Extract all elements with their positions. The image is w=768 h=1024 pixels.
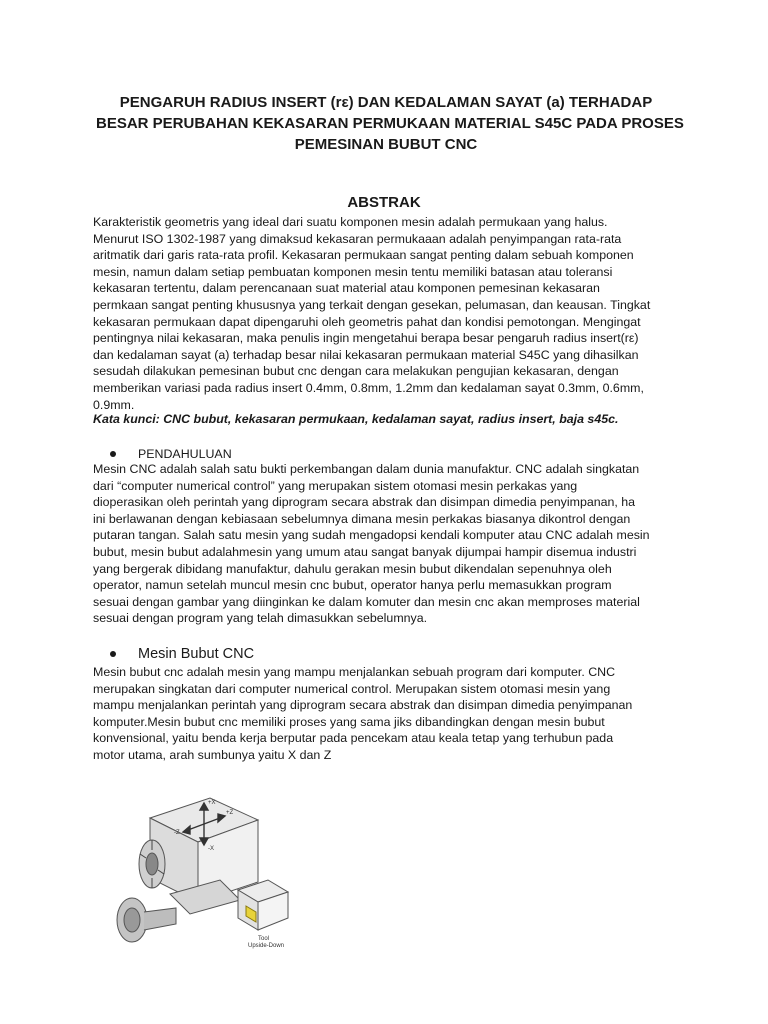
- body-line: dioperasikan oleh perintah yang diprogram secara abstrak dan disimpan dimedia penyimpanan, ha: [93, 495, 636, 510]
- body-line: sesuai dengan program yang telah dimasukkan sebelumnya.: [93, 611, 428, 626]
- body-line: bubut, mesin bubut adalahmesin yang umum atau sangat banyak dijumpai hampir disemua industri: [93, 544, 637, 559]
- motor-hub: [124, 908, 140, 932]
- body-line: Mesin bubut cnc adalah mesin yang mampu menjalankan sebuah program dari komputer. CNC: [93, 665, 616, 679]
- body-line: komputer.Mesin bubut cnc memiliki proses yang sama jiks dibandingkan dengan mesin bubut: [93, 714, 605, 729]
- section-heading-text: PENDAHULUAN: [138, 447, 232, 461]
- cnc-lathe-diagram: [110, 790, 300, 950]
- chuck-center: [146, 853, 158, 875]
- pendahuluan-body: [93, 461, 683, 627]
- title-line: BESAR PERUBAHAN KEKASARAN PERMUKAAN MATERIAL S45C PADA PROSES: [96, 115, 684, 132]
- axis-label: +X: [208, 800, 216, 806]
- paper-title: [96, 92, 684, 155]
- abstract-line: dan kedalaman sayat (a) terhadap besar nilai kekasaran permukaan material S45C yang dihasilkan: [93, 347, 639, 362]
- abstract-line: permkaan sangat penting khususnya yang terkait dengan gesekan, pelumasan, dan keausan. Tingkat: [93, 297, 651, 312]
- body-line: ini berlawanan dengan kebiasaan sebelumnya dimana mesin perkakas biasanya dikontrol dengan: [93, 511, 631, 526]
- axis-label: -X: [208, 846, 214, 852]
- body-line: konvensional, yaitu benda kerja berputar pada pencekam atau keala tetap yang terhubun pada: [93, 731, 614, 746]
- body-line: dari “computer numerical control” yang merupakan sistem otomasi mesin perkakas yang: [93, 478, 578, 493]
- abstract-line: aritmatik dari garis rata-rata profil. Kekasaran permukaan sangat penting dalam sebuah komponen: [93, 248, 634, 263]
- abstract-line: kekasaran tertentu, dalam perencanaan suat material atau komponen pemesinan kekasaran: [93, 281, 600, 296]
- abstract-line: kekasaran permukaan dapat dipengaruhi oleh geometris pahat dan kondisi pemotongan. Mengingat: [93, 314, 641, 329]
- bullet-icon: [110, 651, 116, 657]
- body-line: merupakan singkatan dari computer numerical control. Merupakan sistem otomasi mesin yang: [93, 681, 611, 696]
- abstract-heading: ABSTRAK: [347, 194, 421, 211]
- body-line: putaran tangan. Salah satu mesin yang sudah mengadopsi kendali komputer atau CNC adalah mesin: [93, 528, 650, 543]
- body-line: Mesin CNC adalah salah satu bukti perkembangan dalam dunia manufaktur. CNC adalah singkatan: [93, 462, 640, 476]
- tool-label: Tool: [258, 936, 270, 942]
- body-line: mampu menjalankan perintah yang diprogram secara abstrak dan disimpan dimedia penyimpanan: [93, 698, 633, 713]
- body-line: yang bergerak dibidang manufaktur, dahulu gerakan mesin bubut dikendalan sepenuhnya oleh: [93, 561, 612, 576]
- abstract-line: memberikan variasi pada radius insert 0.4mm, 0.8mm, 1.2mm dan kedalaman sayat 0.3mm, 0.6mm,: [93, 380, 644, 395]
- spindle-shaft: [144, 908, 176, 930]
- mesin-bubut-body: [93, 664, 683, 764]
- bullet-icon: [110, 451, 116, 457]
- section-heading-text: Mesin Bubut CNC: [138, 646, 255, 662]
- abstract-line: Karakteristik geometris yang ideal dari suatu komponen mesin adalah permukaan yang halus.: [93, 215, 608, 229]
- abstract-line: Menurut ISO 1302-1987 yang dimaksud kekasaran permukaaan adalah penyimpangan rata-rata: [93, 231, 622, 246]
- abstract-body: [93, 214, 683, 413]
- abstract-line: pentingnya nilai kekasaran, maka penulis ingin mengetahui berapa besar pengaruh radius insert(rε): [93, 331, 639, 346]
- axis-label: +Z: [226, 810, 234, 816]
- title-line: PENGARUH RADIUS INSERT (rε) DAN KEDALAMAN SAYAT (a) TERHADAP: [119, 94, 653, 111]
- abstract-line: 0.9mm.: [93, 397, 135, 412]
- section-heading-pendahuluan: [110, 447, 232, 461]
- section-heading-mesin-bubut-cnc: [110, 646, 254, 662]
- body-line: sesuai dengan gambar yang diinginkan ke dalam komuter dan mesin cnc akan memproses material: [93, 594, 640, 609]
- axis-label: -Z: [174, 830, 180, 836]
- body-line: motor utama, arah sumbunya yaitu X dan Z: [93, 747, 332, 762]
- abstract-line: sesudah dilakukan pemesinan bubut cnc dengan cara melakukan pengujian kekasaran, dengan: [93, 364, 619, 379]
- abstract-line: mesin, namun dalam setiap pembuatan komponen mesin tentu memiliki batasan atau toleransi: [93, 264, 613, 279]
- body-line: operator, namun setelah muncul mesin cnc bubut, operator hanya perlu memasukkan program: [93, 578, 612, 593]
- tool-label: Upside-Down: [248, 943, 285, 949]
- title-line: PEMESINAN BUBUT CNC: [294, 136, 478, 153]
- keywords: Kata kunci: CNC bubut, kekasaran permukaan, kedalaman sayat, radius insert, baja s45c.: [93, 412, 619, 426]
